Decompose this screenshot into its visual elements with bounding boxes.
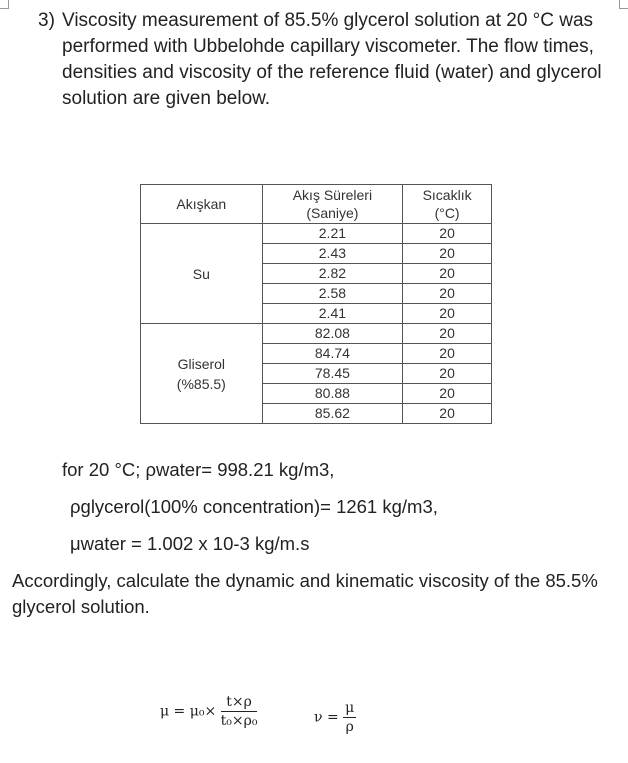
dynamic-formula-numerator: t×ρ <box>221 694 258 712</box>
given-water-density: for 20 °C; ρwater= 998.21 kg/m3, <box>62 459 335 480</box>
temperature-cell: 20 <box>403 284 492 304</box>
temperature-cell: 20 <box>403 224 492 244</box>
header-fluid: Akışkan <box>141 185 263 224</box>
page-corner-mark-right <box>619 0 628 9</box>
temperature-cell: 20 <box>403 344 492 364</box>
given-glycerol-density: ρglycerol(100% concentration)= 1261 kg/m3, <box>70 496 438 517</box>
flow-time-cell: 85.62 <box>262 404 403 424</box>
dynamic-viscosity-formula <box>160 694 257 729</box>
flow-time-cell: 2.58 <box>262 284 403 304</box>
fluid-cell-water: Su <box>141 224 263 324</box>
flow-time-cell: 84.74 <box>262 344 403 364</box>
fluid-cell-glycerol: Gliserol (%85.5) <box>141 324 263 424</box>
flow-time-cell: 2.82 <box>262 264 403 284</box>
flow-time-cell: 82.08 <box>262 324 403 344</box>
temperature-cell: 20 <box>403 404 492 424</box>
question-text: Viscosity measurement of 85.5% glycerol solution at 20 °C was performed with Ubbelohde capillary viscometer. The flow times, densities and viscosity of the reference fluid (water) and glycerol solution are given below. <box>62 10 602 109</box>
table-row <box>141 324 492 344</box>
temperature-cell: 20 <box>403 264 492 284</box>
given-water-viscosity: μwater = 1.002 x 10-3 kg/m.s <box>70 533 310 554</box>
table-header-row <box>141 185 492 224</box>
flow-time-cell: 2.43 <box>262 244 403 264</box>
kinematic-formula-numerator: μ <box>345 700 355 716</box>
flow-time-table <box>140 184 492 424</box>
task-text: Accordingly, calculate the dynamic and kinematic viscosity of the 85.5% glycerol solution. <box>12 570 598 617</box>
flow-time-cell: 80.88 <box>262 384 403 404</box>
kinematic-formula-fraction <box>343 700 356 735</box>
flow-time-cell: 78.45 <box>262 364 403 384</box>
table-row <box>141 224 492 244</box>
header-temperature: Sıcaklık (°C) <box>403 185 492 224</box>
dynamic-formula-fraction <box>221 694 258 729</box>
temperature-cell: 20 <box>403 324 492 344</box>
page-corner-mark-left <box>0 0 9 9</box>
header-flow-time: Akış Süreleri (Saniye) <box>262 185 403 224</box>
temperature-cell: 20 <box>403 384 492 404</box>
temperature-cell: 20 <box>403 244 492 264</box>
temperature-cell: 20 <box>403 304 492 324</box>
question-number: 3) <box>38 10 55 31</box>
temperature-cell: 20 <box>403 364 492 384</box>
flow-time-cell: 2.41 <box>262 304 403 324</box>
kinematic-viscosity-formula <box>314 700 356 735</box>
kinematic-formula-lhs: ν = <box>314 709 339 726</box>
dynamic-formula-denominator: t₀×ρ₀ <box>220 713 258 729</box>
question-block <box>38 8 608 112</box>
kinematic-formula-denominator: ρ <box>345 719 354 735</box>
dynamic-formula-lhs: μ = μ₀× <box>160 703 217 720</box>
flow-time-cell: 2.21 <box>262 224 403 244</box>
